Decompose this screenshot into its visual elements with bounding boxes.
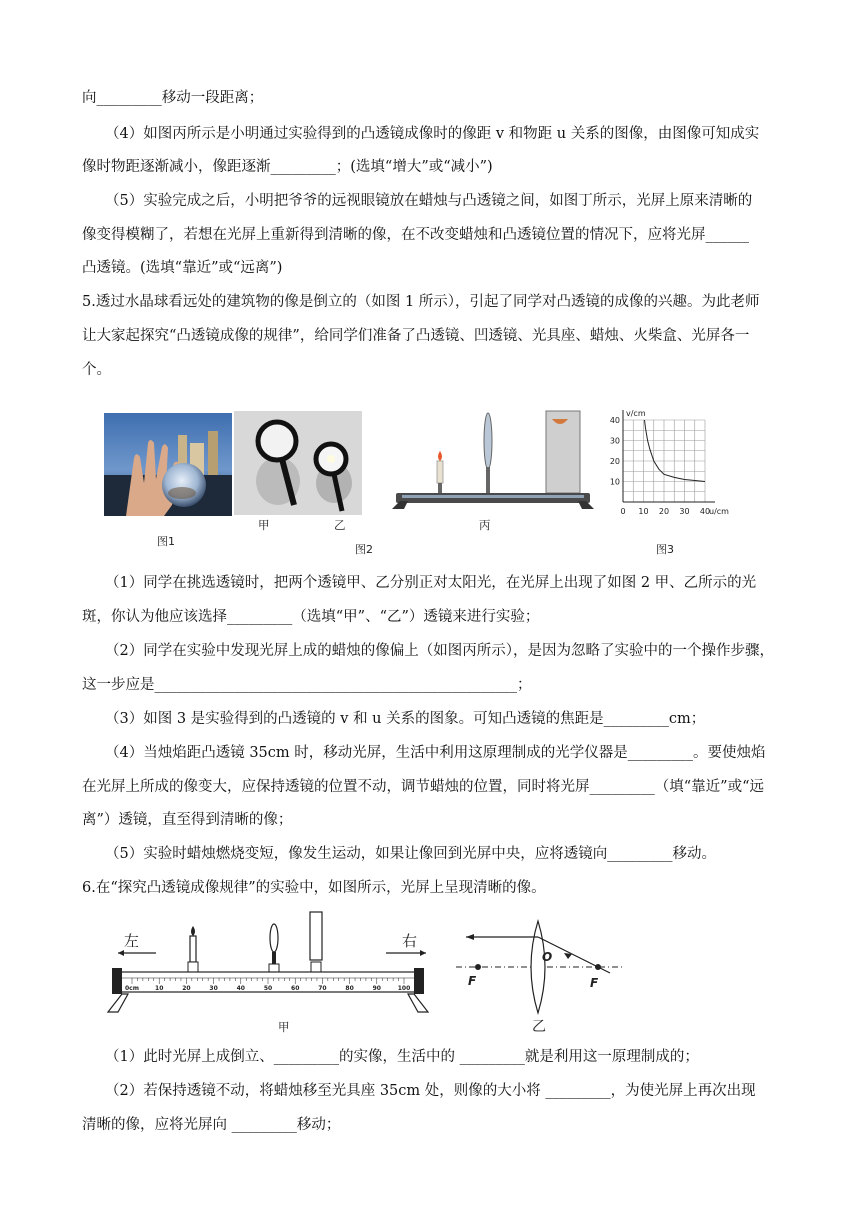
chart-x-tick-label: 10	[638, 507, 649, 516]
q6-figure-yi-ray-diagram	[452, 915, 627, 1035]
q4-part5-line3: 凸透镜。(选填“靠近”或“远离”)	[82, 260, 283, 276]
q5-stem-line3: 个。	[82, 362, 111, 378]
bench-tick-label: 10	[155, 985, 164, 992]
figure3-caption: 图3	[656, 543, 674, 556]
right-direction-label: 右	[402, 932, 418, 950]
q4-continuation-line: 向_________移动一段距离；	[82, 90, 264, 106]
optical-center-label: O	[542, 950, 553, 964]
q5-part2-line2: 这一步应是__________________________________________________；	[82, 677, 532, 693]
q6-part2-line1: （2）若保持透镜不动，将蜡烛移至光具座 35cm 处，则像的大小将 _________，为使光屏上再次出现	[105, 1083, 756, 1099]
q5-part4-line2: 在光屏上所成的像变大，应保持透镜的位置不动，调节蜡烛的位置，同时将光屏_________（填“靠近”或“远	[82, 779, 764, 795]
figure1-crystal-ball-photo	[104, 413, 232, 516]
focus-label-right: F	[590, 976, 599, 990]
q5-stem-line2: 让大家起探究“凸透镜成像的规律”，给同学们准备了凸透镜、凹透镜、光具座、蜡烛、火柴盒、光屏各一	[82, 328, 750, 344]
bench-tick-label: 100	[397, 985, 411, 992]
chart-x-tick-label: 0	[620, 507, 626, 516]
q5-part3: （3）如图 3 是实验得到的凸透镜的 v 和 u 关系的图象。可知凸透镜的焦距是_________cm；	[105, 711, 706, 727]
q4-part5-line2: 像变得模糊了，若想在光屏上重新得到清晰的像，在不改变蜡烛和凸透镜位置的情况下，应将光屏______	[82, 227, 749, 243]
q5-stem-line1: 5.透过水晶球看远处的建筑物的像是倒立的（如图 1 所示），引起了同学对凸透镜的成像的兴趣。为此老师	[82, 294, 760, 310]
chart-y-tick-label: 10	[609, 477, 620, 487]
chart-x-tick-label: 20	[658, 507, 670, 516]
left-direction-label: 左	[124, 932, 140, 950]
q5-part1-line1: （1）同学在挑选透镜时，把两个透镜甲、乙分别正对太阳光，在光屏上出现了如图 2 甲、乙所示的光	[105, 575, 757, 591]
chart-grid	[623, 420, 705, 502]
chart-y-tick-label: 20	[609, 457, 620, 466]
q5-part5: （5）实验时蜡烛燃烧变短，像发生运动，如果让像回到光屏中央，应将透镜向_________移动。	[105, 846, 716, 862]
chart-y-axis-label: v/cm	[626, 409, 646, 418]
figure1-caption: 图1	[157, 535, 175, 548]
chart-axes	[623, 410, 715, 502]
chart-y-tick-label: 40	[609, 416, 620, 425]
figure3-v-u-graph	[603, 404, 738, 519]
focus-label-left: F	[468, 974, 477, 988]
q5-part2-line1: （2）同学在实验中发现光屏上成的蜡烛的像偏上（如图丙所示），是因为忽略了实验中的一个操作步骤，	[105, 643, 774, 659]
bench-tick-label: 70	[318, 985, 327, 992]
q6-figure-jia-label: 甲	[278, 1020, 290, 1034]
bench-tick-label: 20	[182, 985, 191, 992]
figure2-lens-spots-photo	[234, 411, 362, 515]
figure2-label-yi: 乙	[334, 518, 346, 532]
q4-part4-line2: 像时物距逐渐减小，像距逐渐_________；(选填“增大”或“减小”)	[82, 159, 493, 175]
figure-bing-label: 丙	[479, 518, 491, 532]
chart-x-tick-label: 40	[699, 507, 711, 516]
q5-part1-line2: 斑，你认为他应该选择_________（选填“甲”、“乙”）透镜来进行实验；	[82, 609, 540, 625]
q5-part4-line1: （4）当烛焰距凸透镜 35cm 时，移动光屏，生活中利用这原理制成的光学仪器是_________。要使烛焰	[105, 745, 766, 761]
figure2-label-jia: 甲	[258, 518, 270, 532]
bench-tick-label: 60	[291, 985, 300, 992]
q6-figure-jia-bench	[104, 908, 444, 1018]
q6-part2-line2: 清晰的像，应将光屏向 _________移动；	[82, 1117, 341, 1133]
figure-bing-optical-bench	[388, 405, 598, 517]
bench-tick-label: 40	[236, 985, 245, 992]
figure2-caption: 图2	[355, 543, 373, 556]
q6-figure-yi-label: 乙	[532, 1019, 546, 1035]
bench-tick-label: 80	[345, 985, 354, 992]
q6-stem: 6.在“探究凸透镜成像规律”的实验中，如图所示，光屏上呈现清晰的像。	[82, 880, 546, 896]
bench-tick-label: 50	[263, 985, 273, 992]
bench-tick-label: 0cm	[125, 985, 139, 992]
q6-part1: （1）此时光屏上成倒立、_________的实像，生活中的 _________就是利用这一原理制成的；	[105, 1049, 699, 1065]
chart-x-tick-label: 30	[679, 507, 690, 516]
q4-part5-line1: （5）实验完成之后，小明把爷爷的远视眼镜放在蜡烛与凸透镜之间，如图丁所示，光屏上原来清晰的	[105, 193, 753, 209]
bench-tick-label: 90	[372, 985, 381, 992]
chart-y-tick-label: 30	[609, 436, 620, 446]
q5-part4-line3: 离”）透镜，直至得到清晰的像；	[82, 812, 293, 828]
q4-part4-line1: （4）如图丙所示是小明通过实验得到的凸透镜成像时的像距 v 和物距 u 关系的图像，由图像可知成实	[105, 126, 760, 142]
bench-tick-label: 30	[209, 985, 218, 992]
chart-x-axis-label: u/cm	[709, 507, 729, 516]
chart-tick-labels	[610, 409, 729, 516]
